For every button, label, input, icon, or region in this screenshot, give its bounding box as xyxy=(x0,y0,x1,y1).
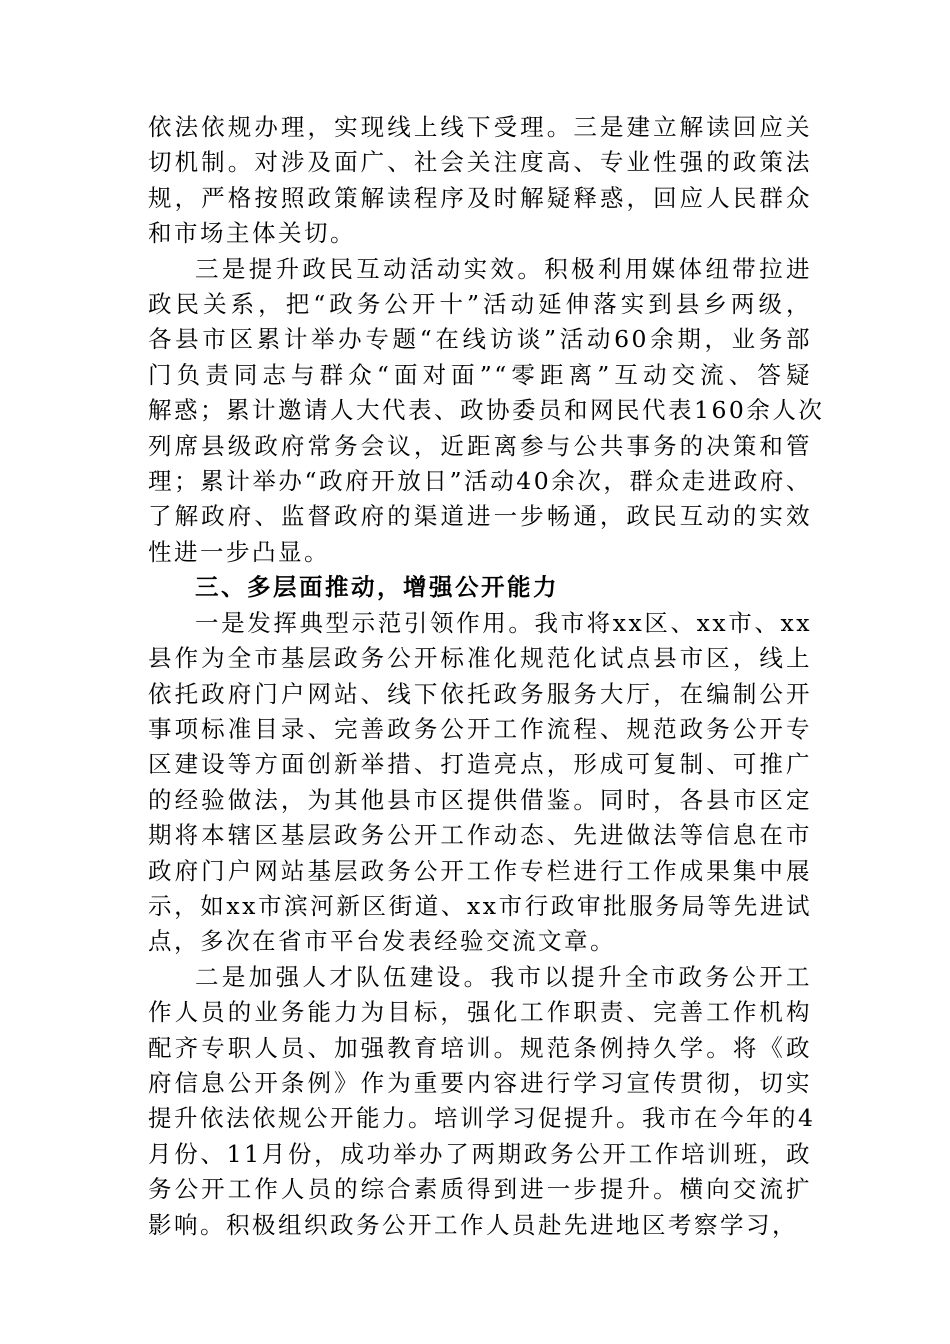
text-line: 了解政府、监督政府的渠道进一步畅通，政民互动的实效 xyxy=(148,502,812,531)
section-heading xyxy=(148,570,812,605)
text-line: 依托政府门户网站、线下依托政务服务大厅，在编制公开 xyxy=(148,679,812,708)
text-line: 的经验做法，为其他县市区提供借鉴。同时，各县市区定 xyxy=(148,785,812,814)
text-line: 配齐专职人员、加强教育培训。规范条例持久学。将《政 xyxy=(148,1033,812,1062)
body-paragraph xyxy=(148,252,825,571)
text-line: 依法依规办理，实现线上线下受理。三是建立解读回应关 xyxy=(148,113,812,141)
text-line: 事项标准目录、完善政务公开工作流程、规范政务公开专 xyxy=(148,714,812,743)
text-line: 各县市区累计举办专题“在线访谈”活动60余期，业务部 xyxy=(148,325,812,354)
text-line: 务公开工作人员的综合素质得到进一步提升。横向交流扩 xyxy=(148,1175,812,1204)
text-line: 月份、11月份，成功举办了两期政务公开工作培训班，政 xyxy=(148,1139,812,1168)
text-line: 理；累计举办“政府开放日”活动40余次，群众走进政府、 xyxy=(148,467,812,496)
text-line: 影响。积极组织政务公开工作人员赴先进地区考察学习， xyxy=(148,1210,798,1239)
body-paragraph xyxy=(148,110,812,252)
body-paragraph xyxy=(148,606,812,960)
text-line: 规，严格按照政策解读程序及时解疑释惑，回应人民群众 xyxy=(148,183,812,212)
text-line: 三是提升政民互动活动实效。积极利用媒体纽带拉进 xyxy=(195,254,812,283)
text-line: 解惑；累计邀请人大代表、政协委员和网民代表160余人次 xyxy=(148,396,825,425)
text-line: 府信息公开条例》作为重要内容进行学习宣传贯彻，切实 xyxy=(148,1068,812,1097)
text-line: 作人员的业务能力为目标，强化工作职责、完善工作机构 xyxy=(148,998,812,1027)
text-line: 切机制。对涉及面广、社会关注度高、专业性强的政策法 xyxy=(148,148,812,177)
text-line: 和市场主体关切。 xyxy=(148,219,356,248)
text-line: 门负责同志与群众“面对面”“零距离”互动交流、答疑 xyxy=(148,360,812,389)
document-body xyxy=(148,110,825,1243)
text-line: 政府门户网站基层政务公开工作专栏进行工作成果集中展 xyxy=(148,856,812,885)
text-line: 列席县级政府常务会议，近距离参与公共事务的决策和管 xyxy=(148,431,812,460)
text-line: 县作为全市基层政务公开标准化规范化试点县市区，线上 xyxy=(148,644,812,673)
text-line: 二是加强人才队伍建设。我市以提升全市政务公开工 xyxy=(195,962,812,991)
text-line: 区建设等方面创新举措、打造亮点，形成可复制、可推广 xyxy=(148,750,812,779)
text-line: 提升依法依规公开能力。培训学习促提升。我市在今年的4 xyxy=(148,1104,816,1133)
text-line: 期将本辖区基层政务公开工作动态、先进做法等信息在市 xyxy=(148,821,812,850)
text-line: 示，如xx市滨河新区街道、xx市行政审批服务局等先进试 xyxy=(148,891,812,920)
text-line: 政民关系，把“政务公开十”活动延伸落实到县乡两级， xyxy=(148,290,812,319)
text-line: 性进一步凸显。 xyxy=(148,537,330,566)
text-line: 点，多次在省市平台发表经验交流文章。 xyxy=(148,927,616,956)
text-line: 三、多层面推动，增强公开能力 xyxy=(195,573,559,602)
text-line: 一是发挥典型示范引领作用。我市将xx区、xx市、xx xyxy=(195,608,812,637)
body-paragraph xyxy=(148,960,816,1243)
